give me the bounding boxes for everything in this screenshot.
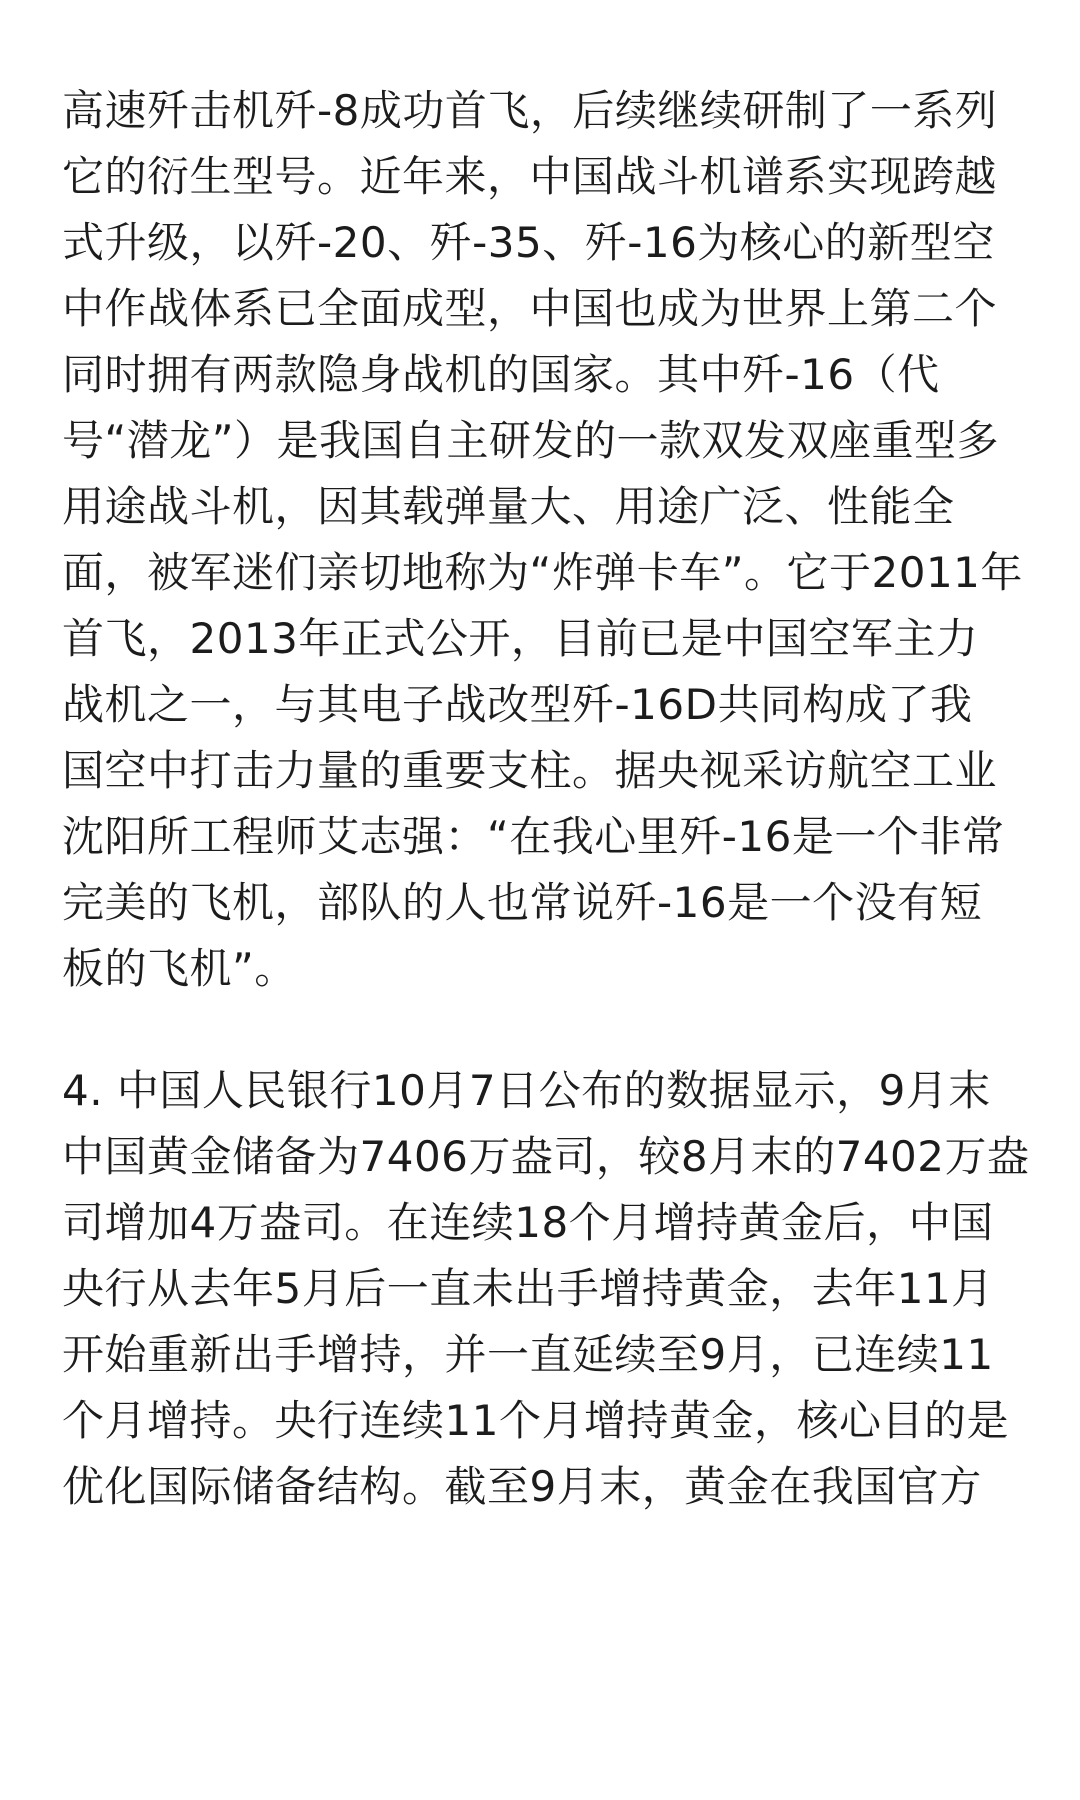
- text-line: 优化国际储备结构。截至9月末，黄金在我国官方: [62, 1462, 982, 1511]
- text-line: 开始重新出手增持，并一直延续至9月，已连续11: [62, 1330, 994, 1379]
- paragraph-spacer: [62, 1002, 1022, 1058]
- text-line: 它的衍生型号。近年来，中国战斗机谱系实现跨越: [62, 152, 998, 201]
- text-line: 个月增持。央行连续11个月增持黄金，核心目的是: [62, 1396, 1009, 1445]
- text-line: 国空中打击力量的重要支柱。据央视采访航空工业: [62, 746, 998, 795]
- text-line: 完美的飞机，部队的人也常说歼-16是一个没有短: [62, 878, 983, 927]
- text-line: 用途战斗机，因其载弹量大、用途广泛、性能全: [62, 482, 955, 531]
- paragraph-gold-reserve: [62, 1058, 1030, 1520]
- text-line: 首飞，2013年正式公开，目前已是中国空军主力: [62, 614, 979, 663]
- text-line: 板的飞机”。: [62, 944, 297, 993]
- text-line: 司增加4万盎司。在连续18个月增持黄金后，中国: [62, 1198, 994, 1247]
- article-body: [62, 78, 1030, 1520]
- text-line: 中国黄金储备为7406万盎司，较8月末的7402万盎: [62, 1132, 1030, 1181]
- text-line: 式升级，以歼-20、歼-35、歼-16为核心的新型空: [62, 218, 995, 267]
- paragraph-j16: [62, 78, 1022, 1002]
- text-line: 中作战体系已全面成型，中国也成为世界上第二个: [62, 284, 998, 333]
- text-line: 号“潜龙”）是我国自主研发的一款双发双座重型多: [62, 416, 1000, 465]
- text-line: 高速歼击机歼-8成功首飞，后续继续研制了一系列: [62, 86, 998, 135]
- text-line: 战机之一，与其电子战改型歼-16D共同构成了我: [62, 680, 973, 729]
- text-line: 沈阳所工程师艾志强：“在我心里歼-16是一个非常: [62, 812, 1005, 861]
- text-line: 4. 中国人民银行10月7日公布的数据显示，9月末: [62, 1066, 991, 1115]
- text-line: 央行从去年5月后一直未出手增持黄金，去年11月: [62, 1264, 994, 1313]
- text-line: 面，被军迷们亲切地称为“炸弹卡车”。它于2011年: [62, 548, 1023, 597]
- text-line: 同时拥有两款隐身战机的国家。其中歼-16（代: [62, 350, 940, 399]
